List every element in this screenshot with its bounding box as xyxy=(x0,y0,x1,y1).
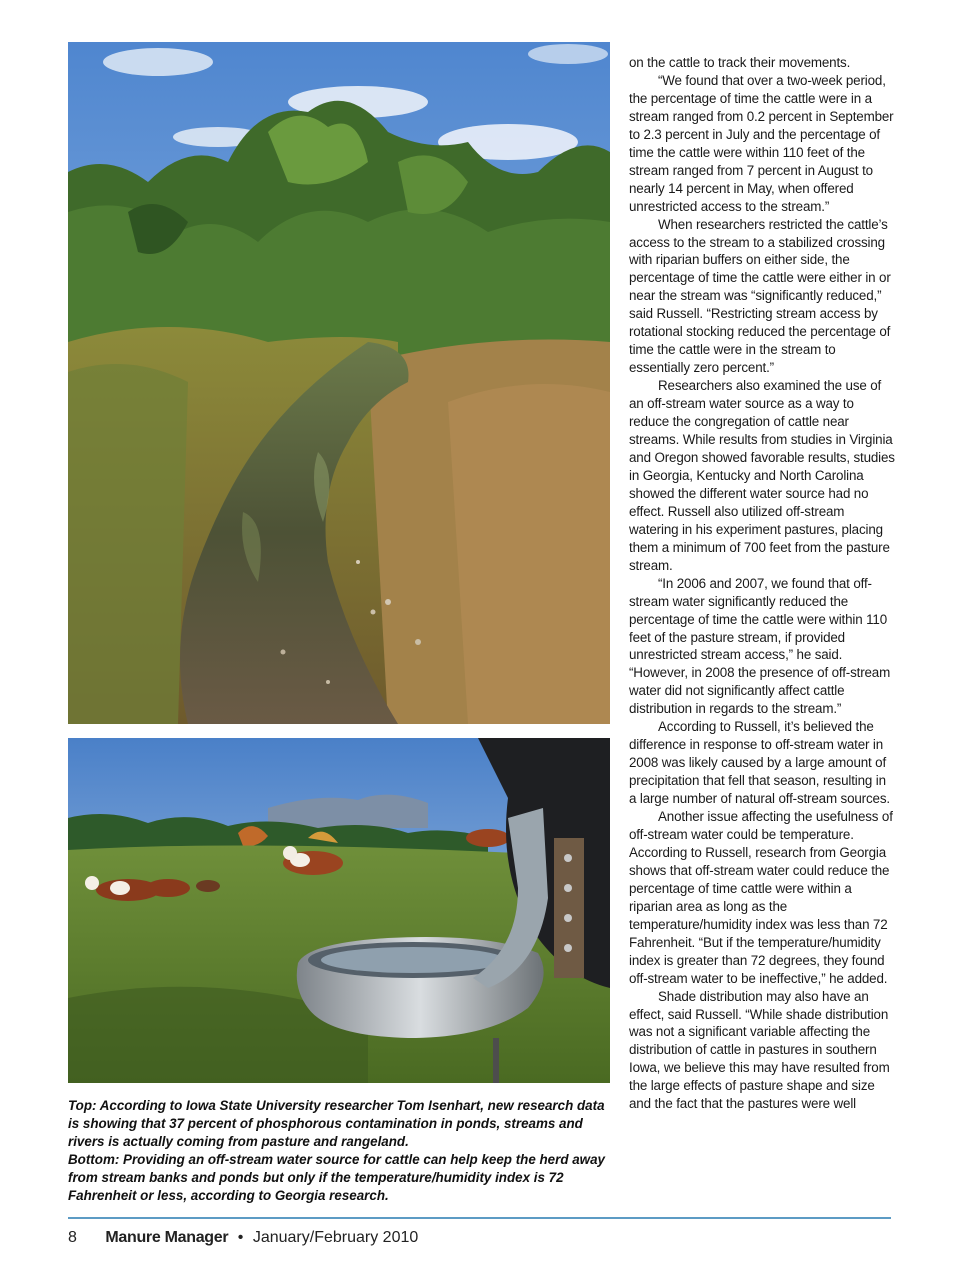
page-number: 8 xyxy=(68,1229,77,1246)
magazine-name: Manure Manager xyxy=(105,1229,229,1246)
caption-bottom: Bottom: Providing an off-stream water source for cattle can help keep the herd away from stream banks and ponds but only if the temperature/humidity index is 72 Fahrenheit or less, according to Georgia research. xyxy=(68,1152,605,1203)
article-paragraph: Another issue affecting the usefulness of off-stream water could be temperature. According to Russell, research from Georgia shows that off-stream water could reduce the percentage of time cattle were within a riparian area as long as the temperature/humidity index was less than 72 Fahrenheit. “But if the temperature/humidity index is greater than 72 degrees, they found off-stream water to be ineffective,” he added. xyxy=(629,809,893,986)
stream-photo xyxy=(68,42,610,724)
caption-top: Top: According to Iowa State University researcher Tom Isenhart, new research data is showing that 37 percent of phosphorous contamination in ponds, streams and rivers is actually coming from pasture and rangeland. xyxy=(68,1098,605,1149)
article-paragraph: When researchers restricted the cattle’s access to the stream to a stabilized crossing with riparian buffers on either side, the percentage of time the cattle were either in or near the stream was “significantly reduced,” said Russell. “Restricting stream access by rotational stocking reduced the percentage of time the cattle were in the stream to essentially zero percent.” xyxy=(629,216,891,376)
article-column xyxy=(629,54,895,1113)
article-paragraph: on the cattle to track their movements. xyxy=(629,55,851,70)
article-paragraph: “We found that over a two-week period, the percentage of time the cattle were in a stream ranged from 0.2 percent in September to 2.3 percent in July and the percentage of time the cattle were within 110 feet of the stream ranged from 7 percent in August to nearly 14 percent in May, when offered unrestricted access to the stream.” xyxy=(629,72,894,214)
footer-bullet: • xyxy=(237,1229,244,1246)
footer-rule xyxy=(68,1217,891,1219)
article-paragraph: Researchers also examined the use of an off-stream water source as a way to reduce the congregation of cattle near streams. While results from studies in Virginia and Oregon showed favorable results, studies in Georgia, Kentucky and North Carolina showed the different water source had no effect. Russell also utilized off-stream watering in his experiment pastures, placing them a minimum of 700 feet from the pasture stream. xyxy=(629,378,895,573)
article-paragraph: According to Russell, it’s believed the difference in response to off-stream water in 2008 was likely caused by a large amount of precipitation that fell that season, resulting in a large number of natural off-stream sources. xyxy=(629,719,890,807)
issue-date: January/February 2010 xyxy=(252,1229,419,1246)
trough-illustration xyxy=(68,738,610,1083)
water-trough-photo xyxy=(68,738,610,1083)
stream-illustration xyxy=(68,42,610,724)
photo-caption xyxy=(68,1097,608,1205)
page-footer xyxy=(68,1229,418,1247)
article-paragraph: “In 2006 and 2007, we found that off-stream water significantly reduced the percentage of time the cattle were within 110 feet of the pasture stream, if provided unrestricted stream access,” he said. “However, in 2008 the presence of off-stream water did not significantly affect cattle distribution in regards to the stream.” xyxy=(629,575,891,717)
article-paragraph: Shade distribution may also have an effect, said Russell. “While shade distribution was not a significant variable affecting the distribution of cattle in pastures in southern Iowa, we believe this may have resulted from the large effects of pasture shape and size and the fact that the pastures were well xyxy=(629,988,890,1112)
